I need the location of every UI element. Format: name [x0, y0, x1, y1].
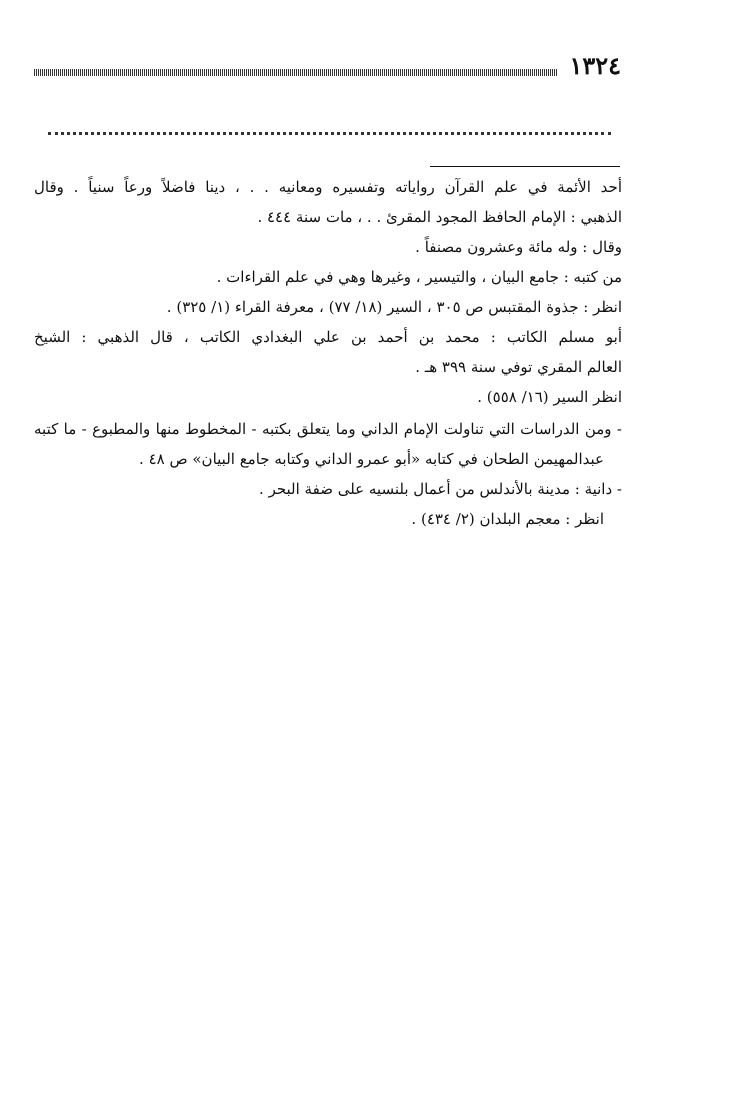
- page-number: ١٣٢٤: [569, 51, 621, 80]
- dotted-separator: [48, 118, 611, 135]
- footnote-line: انظر : معجم البلدان (٢/ ٤٣٤) .: [411, 510, 604, 528]
- footnote-line: الذهبي : الإمام الحافظ المجود المقرئ . . ، مات سنة ٤٤٤ .: [257, 208, 622, 226]
- footnote-line: - ومن الدراسات التي تناولت الإمام الداني وما يتعلق بكتبه - المخطوط منها والمطبوع - ما كتبه: [34, 420, 622, 438]
- footnote-line: العالم المقري توفي سنة ٣٩٩ هـ .: [415, 358, 622, 376]
- footnote-line: انظر السير (١٦/ ٥٥٨) .: [477, 388, 622, 406]
- header-rule: [34, 69, 558, 76]
- footnote-line: أحد الأئمة في علم القرآن رواياته وتفسيره ومعانيه . . ، دينا فاضلاً ورعاً سنياً . وقال: [34, 178, 622, 196]
- footnote-line: من كتبه : جامع البيان ، والتيسير ، وغيرها وهي في علم القراءات .: [216, 268, 622, 286]
- footnote-line: أبو مسلم الكاتب : محمد بن أحمد بن علي البغدادي الكاتب ، قال الذهبي : الشيخ: [34, 328, 622, 346]
- footnote-line: - دانية : مدينة بالأندلس من أعمال بلنسيه على ضفة البحر .: [259, 480, 622, 498]
- footnote-line: وقال : وله مائة وعشرون مصنفاً .: [415, 238, 622, 256]
- footnote-line: عبدالمهيمن الطحان في كتابه «أبو عمرو الداني وكتابه جامع البيان» ص ٤٨ .: [139, 450, 604, 468]
- footnote-line: انظر : جذوة المقتبس ص ٣٠٥ ، السير (١٨/ ٧٧) ، معرفة القراء (١/ ٣٢٥) .: [166, 298, 622, 316]
- footnotes-block: [34, 172, 622, 534]
- footnote-separator: [430, 166, 620, 167]
